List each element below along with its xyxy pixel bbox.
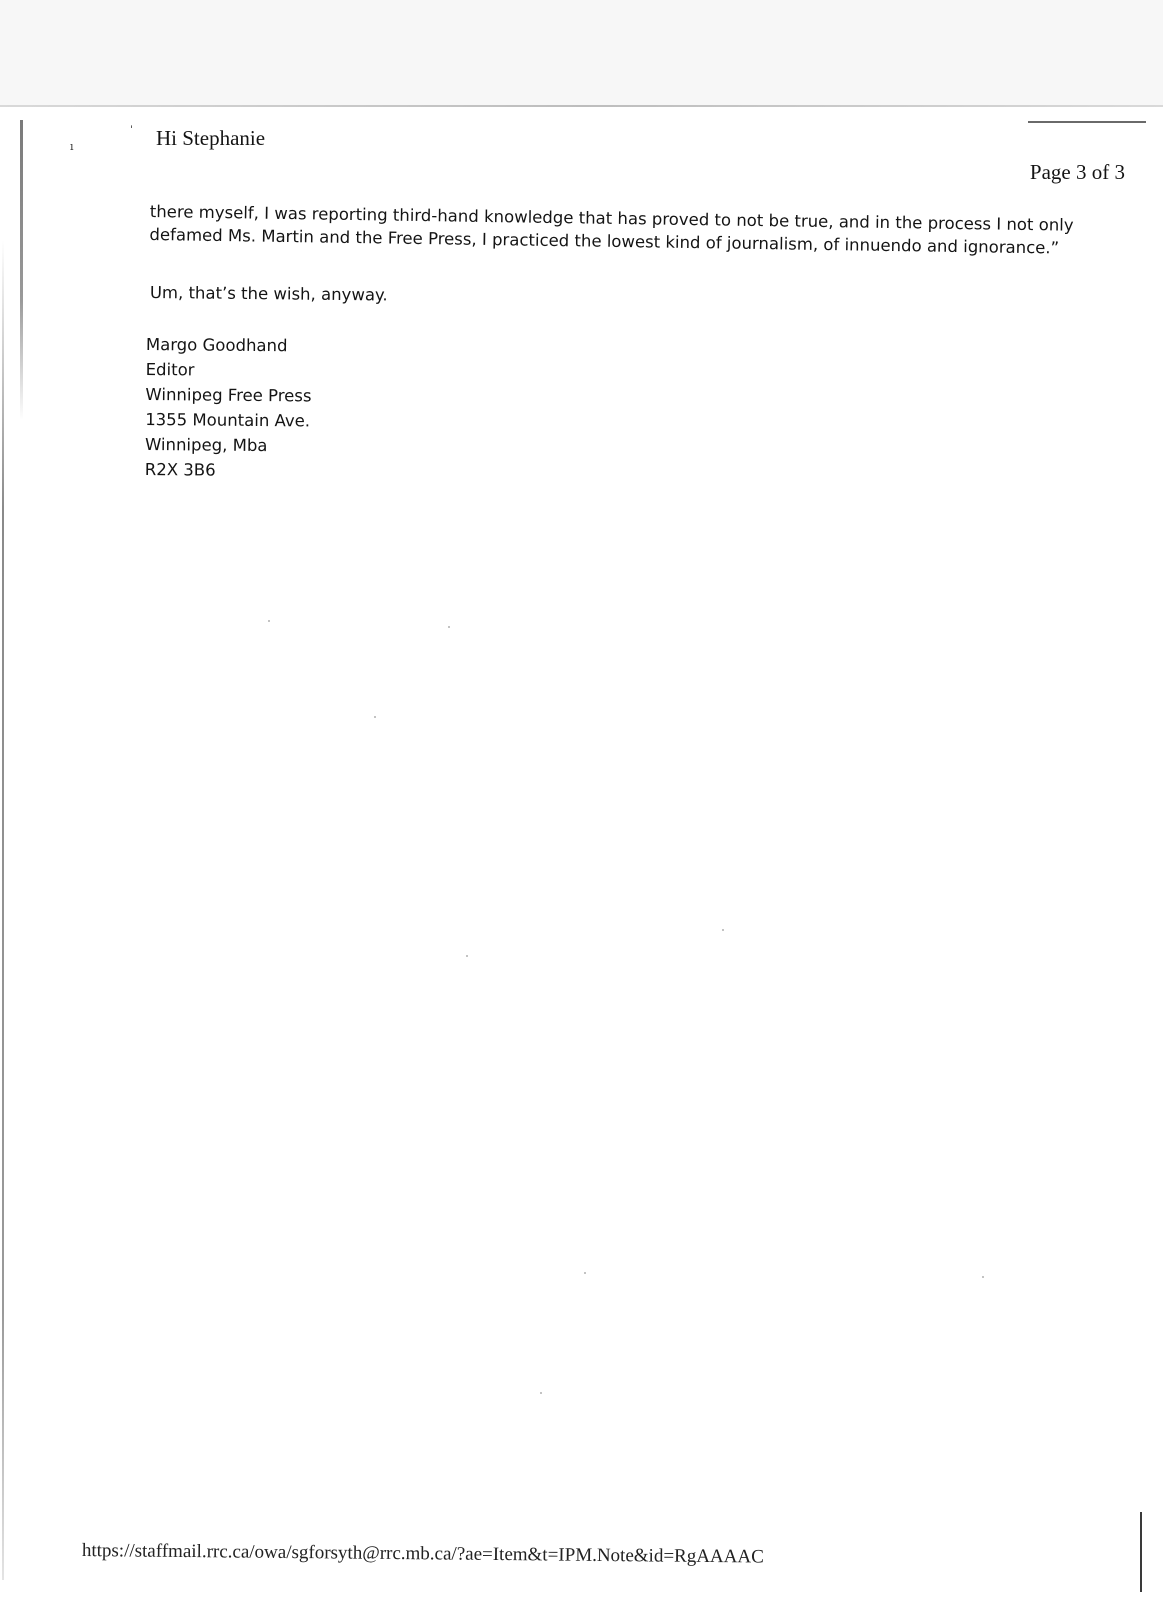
paper-left-edge	[20, 120, 23, 420]
signature-street: 1355 Mountain Ave.	[145, 409, 311, 431]
scan-left-border	[2, 240, 4, 1580]
letter-closing-remark: Um, that’s the wish, anyway.	[149, 282, 388, 305]
signature-title: Editor	[145, 359, 195, 380]
page-number: Page 3 of 3	[1029, 160, 1125, 184]
email-subject-greeting: Hi Stephanie	[156, 126, 266, 150]
signature-name: Margo Goodhand	[145, 334, 288, 356]
paragraph-line: defamed Ms. Martin and the Free Press, I practiced the lowest kind of journalism, of innuendo and ignorance.”	[149, 224, 1060, 258]
scan-speck	[584, 1272, 586, 1274]
scan-artifact-mark: ˈ	[130, 124, 134, 137]
header-rule	[1028, 121, 1146, 123]
scan-speck	[540, 1392, 542, 1394]
letter-paragraph	[149, 200, 1125, 260]
scan-speck	[722, 929, 724, 931]
scan-speck	[466, 955, 468, 957]
signature-postal-code: R2X 3B6	[144, 459, 216, 480]
scan-right-border	[1140, 1512, 1142, 1592]
scan-speck	[448, 626, 450, 628]
scan-top-band	[0, 0, 1163, 106]
scan-speck	[374, 716, 376, 718]
scan-speck	[268, 620, 270, 622]
scan-artifact-mark: ı	[70, 140, 74, 153]
paragraph-line: there myself, I was reporting third-hand knowledge that has proved to not be true, and in the process I not only	[149, 201, 1074, 235]
scan-speck	[982, 1276, 984, 1278]
paper-top-edge	[0, 105, 1163, 107]
signature-city: Winnipeg, Mba	[144, 434, 268, 456]
signature-block	[145, 332, 312, 483]
print-footer-url: https://staffmail.rrc.ca/owa/sgforsyth@rrc.mb.ca/?ae=Item&t=IPM.Note&id=RgAAAAC	[81, 1540, 764, 1568]
signature-organization: Winnipeg Free Press	[145, 384, 312, 406]
